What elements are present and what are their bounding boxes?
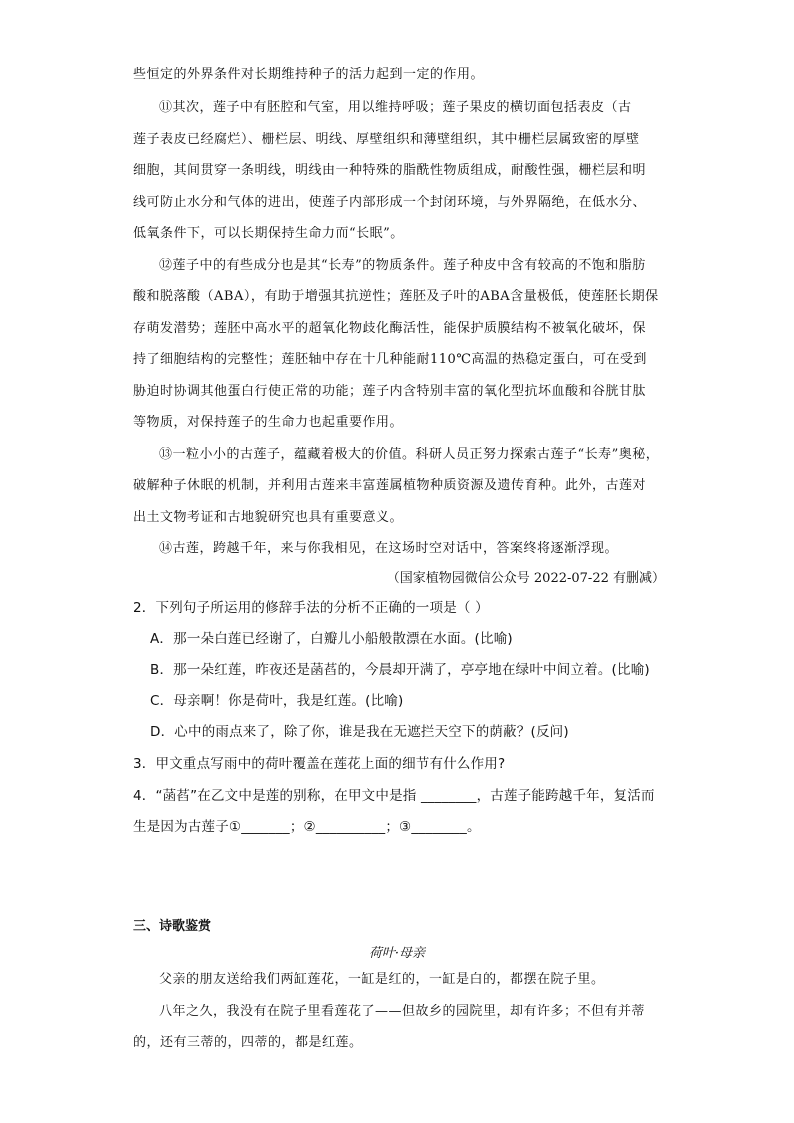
question-2-option-b: B．那一朵红莲，昨夜还是菡萏的，今晨却开满了，亭亭地在绿叶中间立着。(比喻) bbox=[150, 662, 650, 678]
paragraph-12-start: ⑫莲子中的有些成分也是其“长寿”的物质条件。莲子种皮中含有较高的不饱和脂肪 bbox=[159, 258, 646, 273]
passage-line: 等物质，对保持莲子的生命力也起重要作用。 bbox=[133, 415, 404, 430]
passage-line: 莲子表皮已经腐烂）、栅栏层、明线、厚壁组织和薄壁组织，其中栅栏层属致密的厚壁 bbox=[133, 132, 640, 147]
paragraph-14: ⑭古莲，跨越千年，来与你我相见，在这场时空对话中，答案终将逐渐浮现。 bbox=[159, 541, 619, 556]
passage-line: 细胞，其间贯穿一条明线，明线由一种特殊的脂酰性物质组成，耐酸性强，栅栏层和明 bbox=[133, 163, 647, 178]
paragraph-11-start: ⑪其次，莲子中有胚腔和气室，用以维持呼吸；莲子果皮的横切面包括表皮（古 bbox=[159, 100, 632, 115]
question-3: 3．甲文重点写雨中的荷叶覆盖在莲花上面的细节有什么作用? bbox=[133, 756, 506, 772]
question-2-option-a: A．那一朵白莲已经谢了，白瓣儿小船般散漂在水面。(比喻) bbox=[150, 631, 513, 647]
passage-line: 线可防止水分和气体的进出，使莲子内部形成一个封闭环境，与外界隔绝，在低水分、 bbox=[133, 195, 647, 210]
question-2-option-d: D．心中的雨点来了，除了你，谁是我在无遮拦天空下的荫蔽？(反问) bbox=[150, 724, 569, 740]
question-2: 2．下列句子所运用的修辞手法的分析不正确的一项是（ ） bbox=[133, 600, 489, 616]
passage-line: 酸和脱落酸（ABA），有助于增强其抗逆性；莲胚及子叶的ABA含量极低，使莲胚长期保 bbox=[133, 289, 659, 304]
poem-text-line: 父亲的朋友送给我们两缸莲花，一缸是红的，一缸是白的，都摆在院子里。 bbox=[159, 972, 605, 987]
poem-title: 荷叶·母亲 bbox=[368, 946, 426, 961]
question-4-line-1: 4．“菡萏”在乙文中是莲的别称，在甲文中是指 ________，古莲子能跨越千年，复活而 bbox=[133, 788, 655, 804]
question-4-line-2: 生是因为古莲子①_______；②__________；③________。 bbox=[133, 819, 481, 835]
passage-line: 些恒定的外界条件对长期维持种子的活力起到一定的作用。 bbox=[133, 67, 485, 82]
paragraph-13-start: ⑬一粒小小的古莲子，蕴藏着极大的价值。科研人员正努力探索古莲子“长寿”奥秘， bbox=[159, 447, 660, 462]
poem-text-line: 八年之久，我没有在院子里看莲花了——但故乡的园院里，却有许多；不但有并蒂 bbox=[159, 1004, 646, 1019]
poem-text-line: 的，还有三蒂的，四蒂的，都是红莲。 bbox=[133, 1035, 363, 1050]
passage-source: （国家植物园微信公众号 2022-07-22 有删减） bbox=[386, 571, 665, 586]
passage-line: 出土文物考证和古地貌研究也具有重要意义。 bbox=[133, 510, 404, 525]
passage-line: 胁迫时协调其他蛋白行使正常的功能；莲子内含特别丰富的氧化型抗坏血酸和谷胱甘肽 bbox=[133, 384, 647, 399]
question-2-option-c: C．母亲啊！你是荷叶，我是红莲。(比喻) bbox=[150, 693, 404, 709]
passage-line: 持了细胞结构的完整性；莲胚轴中存在十几种能耐110℃高温的热稳定蛋白，可在受到 bbox=[133, 352, 647, 367]
passage-line: 低氧条件下，可以长期保持生命力而“长眠”。 bbox=[133, 226, 404, 241]
section-title: 三、诗歌鉴赏 bbox=[133, 919, 212, 934]
passage-line: 破解种子休眠的机制，并利用古莲来丰富莲属植物种质资源及遗传育种。此外，古莲对 bbox=[133, 478, 647, 493]
passage-line: 存萌发潜势；莲胚中高水平的超氧化物歧化酶活性，能保护质膜结构不被氧化破坏，保 bbox=[133, 321, 647, 336]
